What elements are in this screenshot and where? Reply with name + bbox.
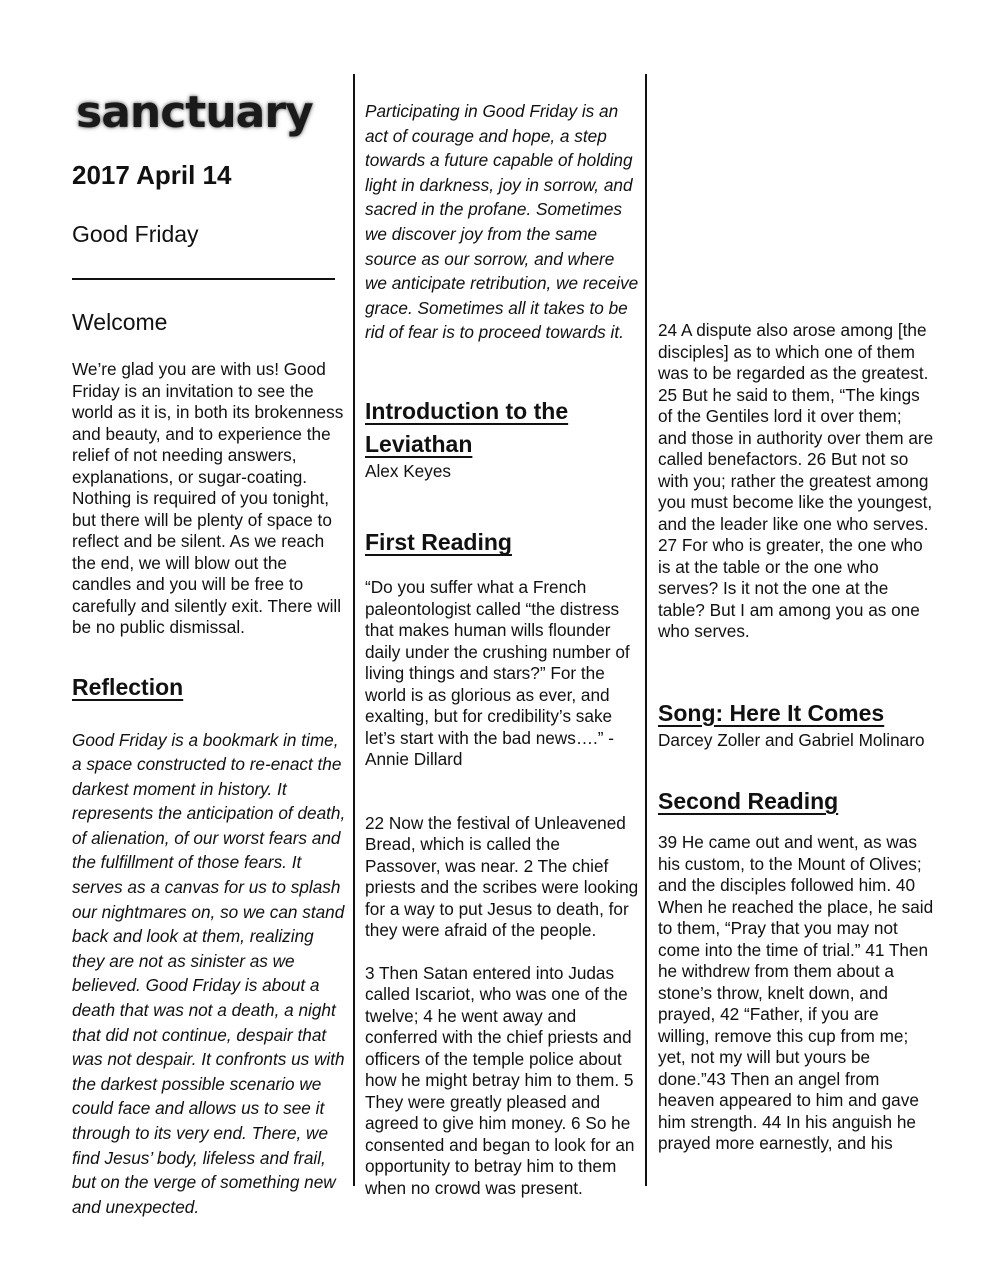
- welcome-heading: Welcome: [72, 309, 168, 335]
- reflection-text-2: Participating in Good Friday is an act of courage and hope, a step towards a future capable of holding light in darkness, joy in sorrow, and sacred in the profane. Sometimes we discover joy from the same source as our sorrow, and where we anticipate retribution, we receive grace. Sometimes all it takes to be rid of fear is to proceed towards it.: [365, 101, 639, 343]
- intro-heading: Introduction to the Leviathan: [365, 397, 569, 457]
- title-divider: [72, 278, 335, 280]
- bulletin-date: 2017 April 14: [72, 160, 232, 190]
- song-heading: Song: Here It Comes: [658, 699, 885, 726]
- second-reading-text: 39 He came out and went, as was his custom, to the Mount of Olives; and the disciples followed him. 40 When he reached the place, he said to them, “Pray that you may not come into the time of trial.” 41 Then he withdrew from them about a stone’s throw, knelt down, and prayed, 42 “Father, if you are willing, remove this cup from me; yet, not my will but yours be done.”43 Then an angel from heaven appeared to him and gave him strength. 44 In his anguish he prayed more earnestly, and his: [658, 832, 934, 1153]
- intro-credit: Alex Keyes: [365, 460, 451, 481]
- column-divider-right: [645, 74, 647, 1186]
- column-one: [72, 74, 348, 1217]
- first-reading-quote: “Do you suffer what a French paleontologist called “the distress that makes human wills flounder daily under the crushing number of living things and stars?” For the world is as glorious as ever, and exalting, but for credibility’s sake let’s start with the bad news….” -Annie Dillard: [365, 577, 630, 770]
- song-credit: Darcey Zoller and Gabriel Molinaro: [658, 729, 925, 750]
- column-two: [365, 74, 639, 1198]
- first-reading-heading: First Reading: [365, 529, 512, 556]
- column-divider-left: [353, 74, 355, 1186]
- column-three: [658, 74, 934, 1186]
- sanctuary-logo: sanctuary: [76, 87, 313, 138]
- second-reading-heading: Second Reading: [658, 788, 839, 814]
- reflection-heading: Reflection: [72, 673, 184, 700]
- first-reading-verses-22: 22 Now the festival of Unleavened Bread, which is called the Passover, was near. 2 The chief priests and the scribes were looking for a way to put Jesus to death, for they were afraid of the people.: [365, 812, 639, 941]
- first-reading-verses-3: 3 Then Satan entered into Judas called Iscariot, who was one of the twelve; 4 he went away and conferred with the chief priests and officers of the temple police about how he might betray him to them. 5 They were greatly pleased and agreed to give him money. 6 So he consented and began to look for an opportunity to betray him to them when no crowd was present.: [365, 962, 635, 1198]
- reflection-text: Good Friday is a bookmark in time, a space constructed to re-enact the darkest moment in history. It represents the anticipation of death, of alienation, of our worst fears and the fulfillment of those fears. It serves as a canvas for us to splash our nightmares on, so we can stand back and look at them, realizing they are not as sinister as we believed. Good Friday is about a death that was not a death, a night that did not continue, despair that was not despair. It confronts us with the darkest possible scenario we could face and allows us to see it through to its very end. There, we find Jesus’ body, lifeless and frail, but on the verge of something new and unexpected.: [72, 729, 346, 1217]
- welcome-text: We’re glad you are with us! Good Friday is an invitation to see the world as it is, in both its brokenness and beauty, and to experience the relief of not needing answers, explanations, or sugar-coating. Nothing is required of you tonight, but there will be plenty of space to reflect and be silent. As we reach the end, we will blow out the candles and you will be free to carefully and silently exit. There will be no public dismissal.: [72, 359, 344, 637]
- occasion-title: Good Friday: [72, 221, 199, 247]
- first-reading-verses-24: 24 A dispute also arose among [the disciples] as to which one of them was to be regarded as the greatest. 25 But he said to them, “The kings of the Gentiles lord it over them; and those in authority over them are called benefactors. 26 But not so with you; rather the greatest among you must become like the youngest, and the leader like one who serves. 27 For who is greater, the one who is at the table or the one who serves? Is it not the one at the table? But I am among you as one who serves.: [658, 320, 934, 641]
